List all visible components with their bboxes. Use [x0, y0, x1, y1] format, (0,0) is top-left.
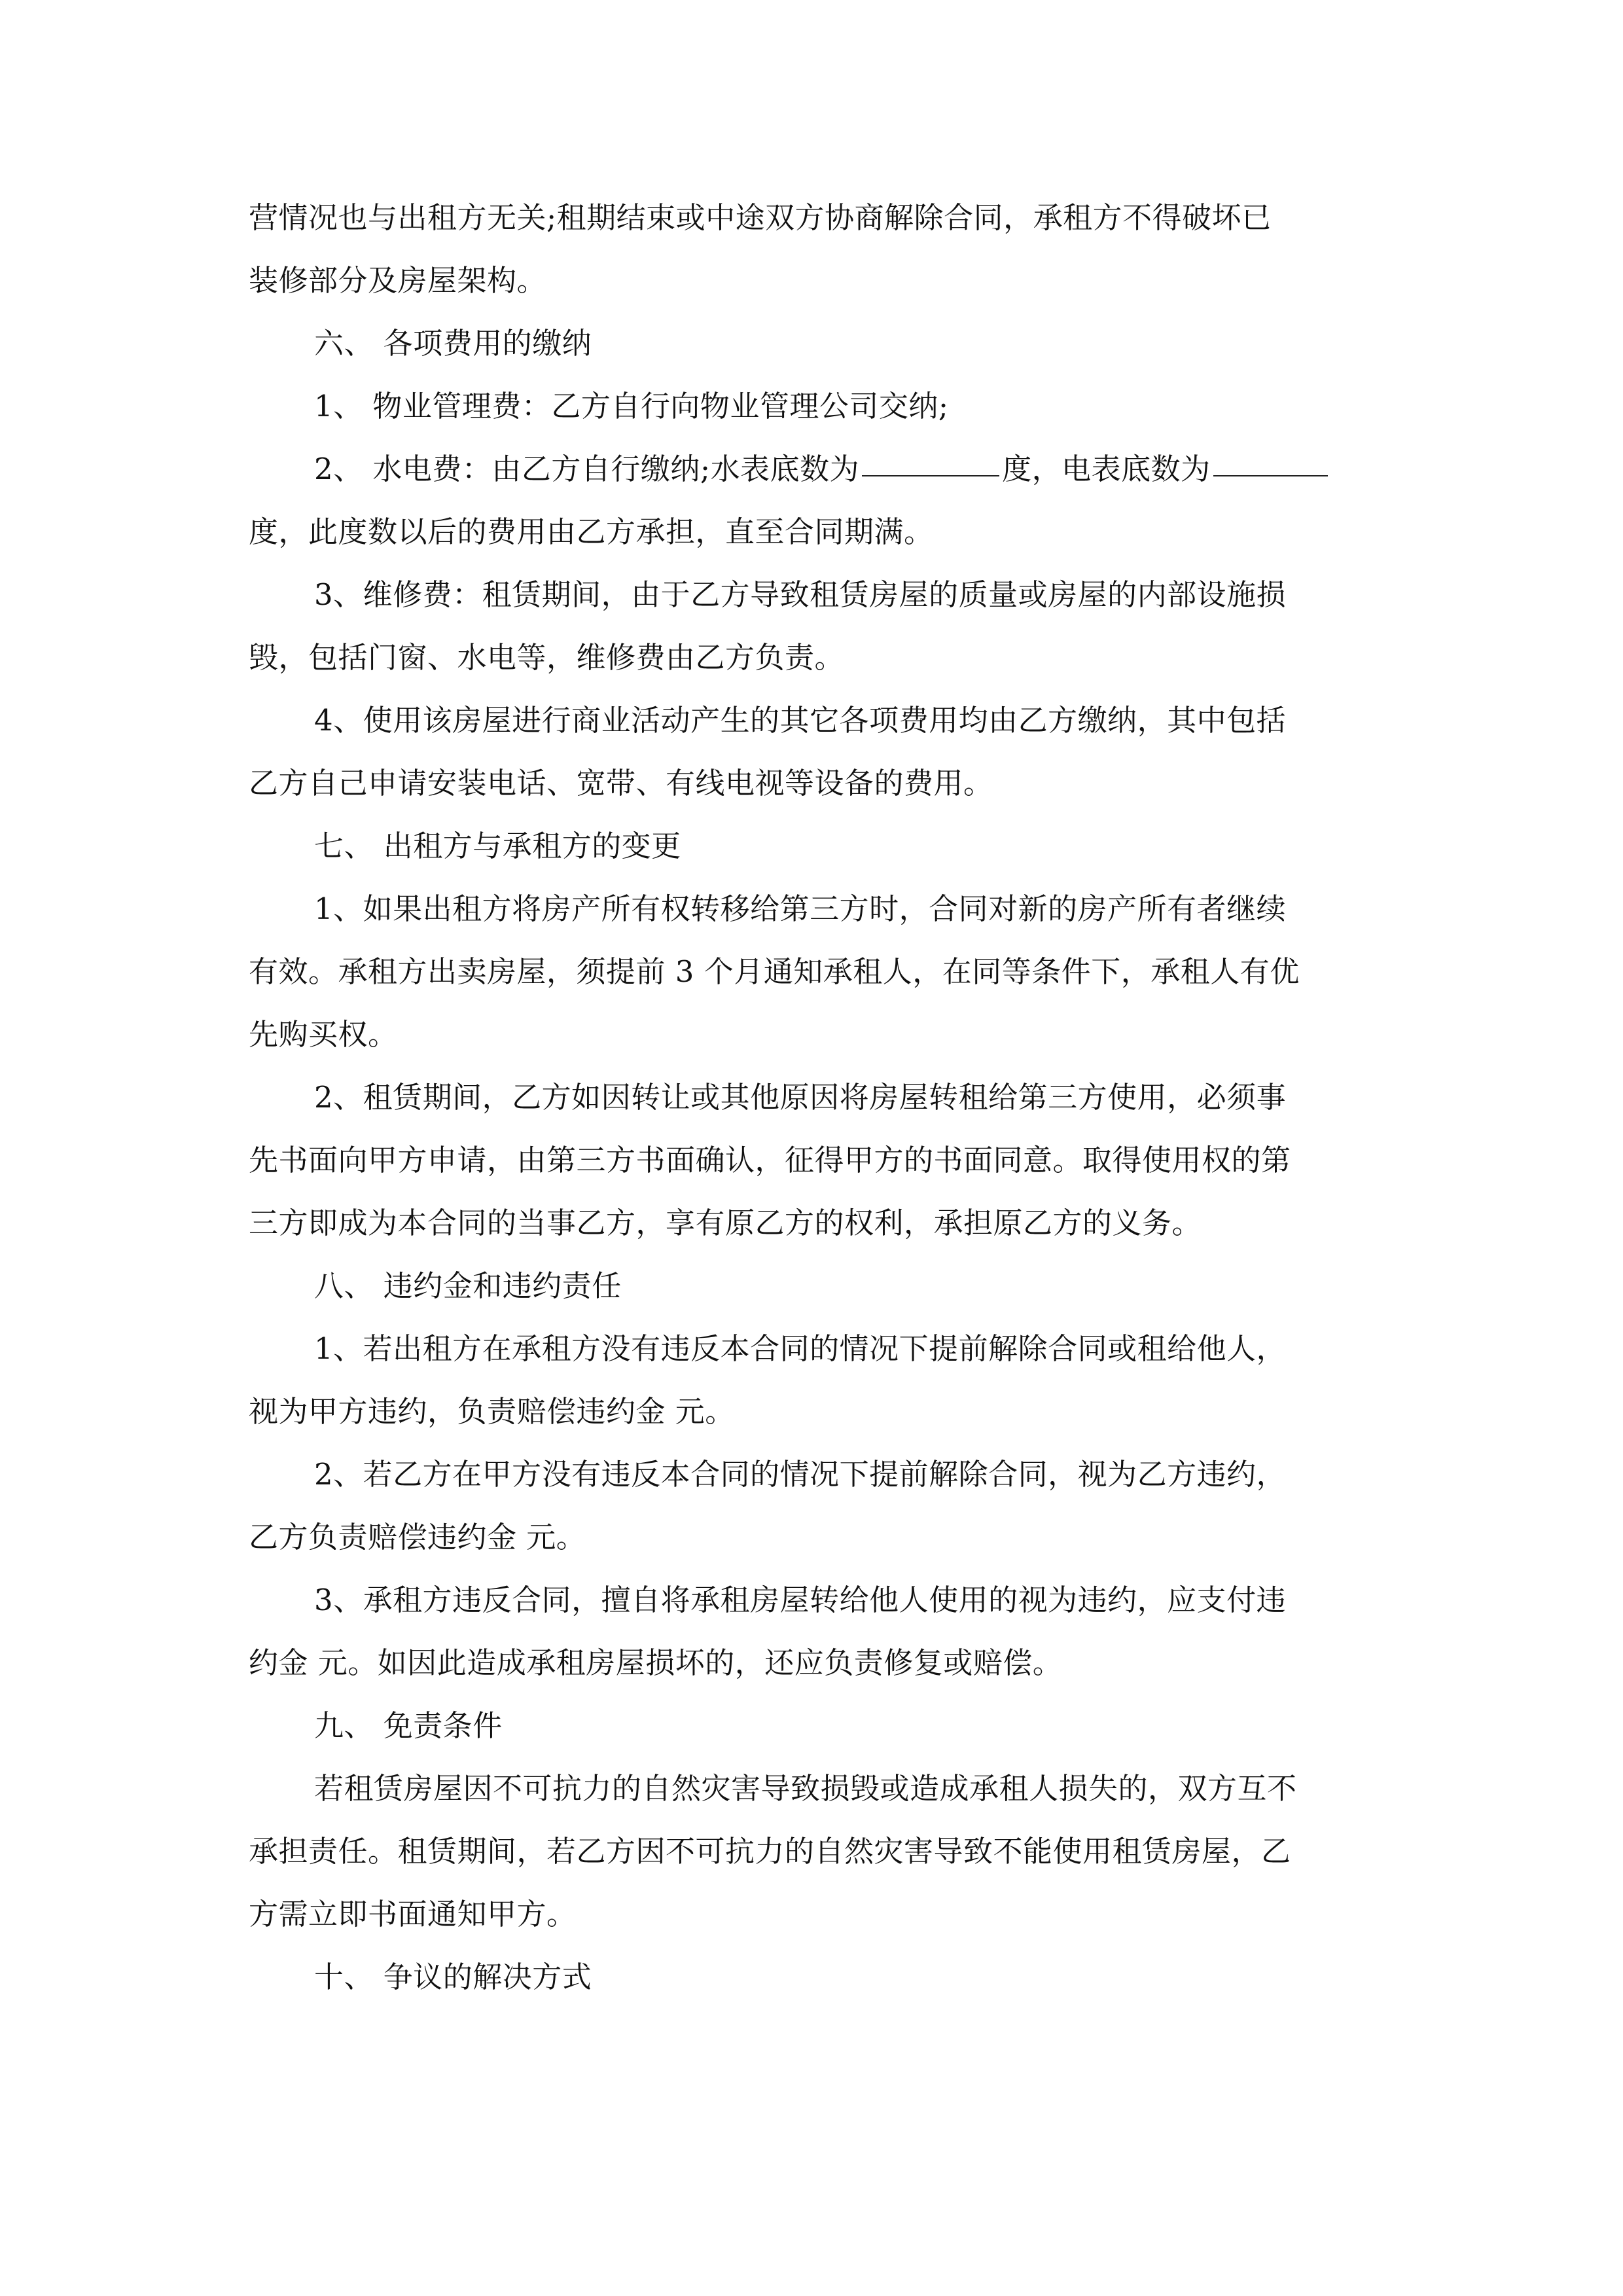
clause-6-2-text-a: 2、 水电费：由乙方自行缴纳;水表底数为: [314, 452, 860, 486]
document-body: [249, 187, 1387, 2009]
paragraph-line: 有效。承租方出卖房屋，须提前 3 个月通知承租人，在同等条件下，承租人有优: [249, 954, 1300, 989]
clause-6-1: 1、 物业管理费：乙方自行向物业管理公司交纳;: [314, 389, 949, 423]
clause-8-3: 3、承租方违反合同，擅自将承租房屋转给他人使用的视为违约，应支付违: [314, 1583, 1287, 1617]
section-heading-7: 七、 出租方与承租方的变更: [314, 829, 681, 863]
paragraph-line: 度，此度数以后的费用由乙方承担，直至合同期满。: [249, 514, 934, 549]
paragraph-line: 方需立即书面通知甲方。: [249, 1897, 577, 1931]
clause-6-2: [249, 438, 1387, 501]
paragraph-line: 承担责任。租赁期间，若乙方因不可抗力的自然灾害导致不能使用租赁房屋，乙: [249, 1834, 1291, 1869]
paragraph-line: 约金 元。如因此造成承租房屋损坏的，还应负责修复或赔偿。: [249, 1645, 1063, 1680]
section-heading-10: 十、 争议的解决方式: [314, 1960, 592, 1994]
paragraph-line: 乙方负责赔偿违约金 元。: [249, 1520, 586, 1554]
clause-6-2-text-b: 度，电表底数为: [1002, 452, 1211, 486]
paragraph-line: 先书面向甲方申请，由第三方书面确认，征得甲方的书面同意。取得使用权的第: [249, 1143, 1291, 1177]
clause-7-1: 1、如果出租方将房产所有权转移给第三方时，合同对新的房产所有者继续: [314, 891, 1287, 926]
paragraph-line: 视为甲方违约，负责赔偿违约金 元。: [249, 1394, 735, 1429]
water-meter-blank: [862, 475, 999, 476]
clause-8-1: 1、若出租方在承租方没有违反本合同的情况下提前解除合同或租给他人，: [314, 1331, 1287, 1366]
paragraph-line: 毁，包括门窗、水电等，维修费由乙方负责。: [249, 640, 845, 675]
paragraph-line: 营情况也与出租方无关;租期结束或中途双方协商解除合同，承租方不得破坏已: [249, 200, 1272, 235]
power-meter-blank: [1213, 475, 1328, 476]
section-heading-8: 八、 违约金和违约责任: [314, 1268, 622, 1303]
paragraph-line: 装修部分及房屋架构。: [249, 263, 547, 298]
paragraph-line: 三方即成为本合同的当事乙方，享有原乙方的权利，承担原乙方的义务。: [249, 1206, 1202, 1240]
clause-6-4: 4、使用该房屋进行商业活动产生的其它各项费用均由乙方缴纳，其中包括: [314, 703, 1287, 738]
clause-6-3: 3、维修费：租赁期间，由于乙方导致租赁房屋的质量或房屋的内部设施损: [314, 577, 1287, 612]
clause-7-2: 2、租赁期间，乙方如因转让或其他原因将房屋转租给第三方使用，必须事: [314, 1080, 1287, 1115]
section-heading-9: 九、 免责条件: [314, 1708, 503, 1743]
paragraph-line: 先购买权。: [249, 1017, 398, 1052]
paragraph-line: 乙方自己申请安装电话、宽带、有线电视等设备的费用。: [249, 766, 993, 800]
section-heading-6: 六、 各项费用的缴纳: [314, 326, 592, 361]
clause-9: 若租赁房屋因不可抗力的自然灾害导致损毁或造成承租人损失的，双方互不: [314, 1771, 1297, 1806]
clause-8-2: 2、若乙方在甲方没有违反本合同的情况下提前解除合同，视为乙方违约，: [314, 1457, 1287, 1492]
